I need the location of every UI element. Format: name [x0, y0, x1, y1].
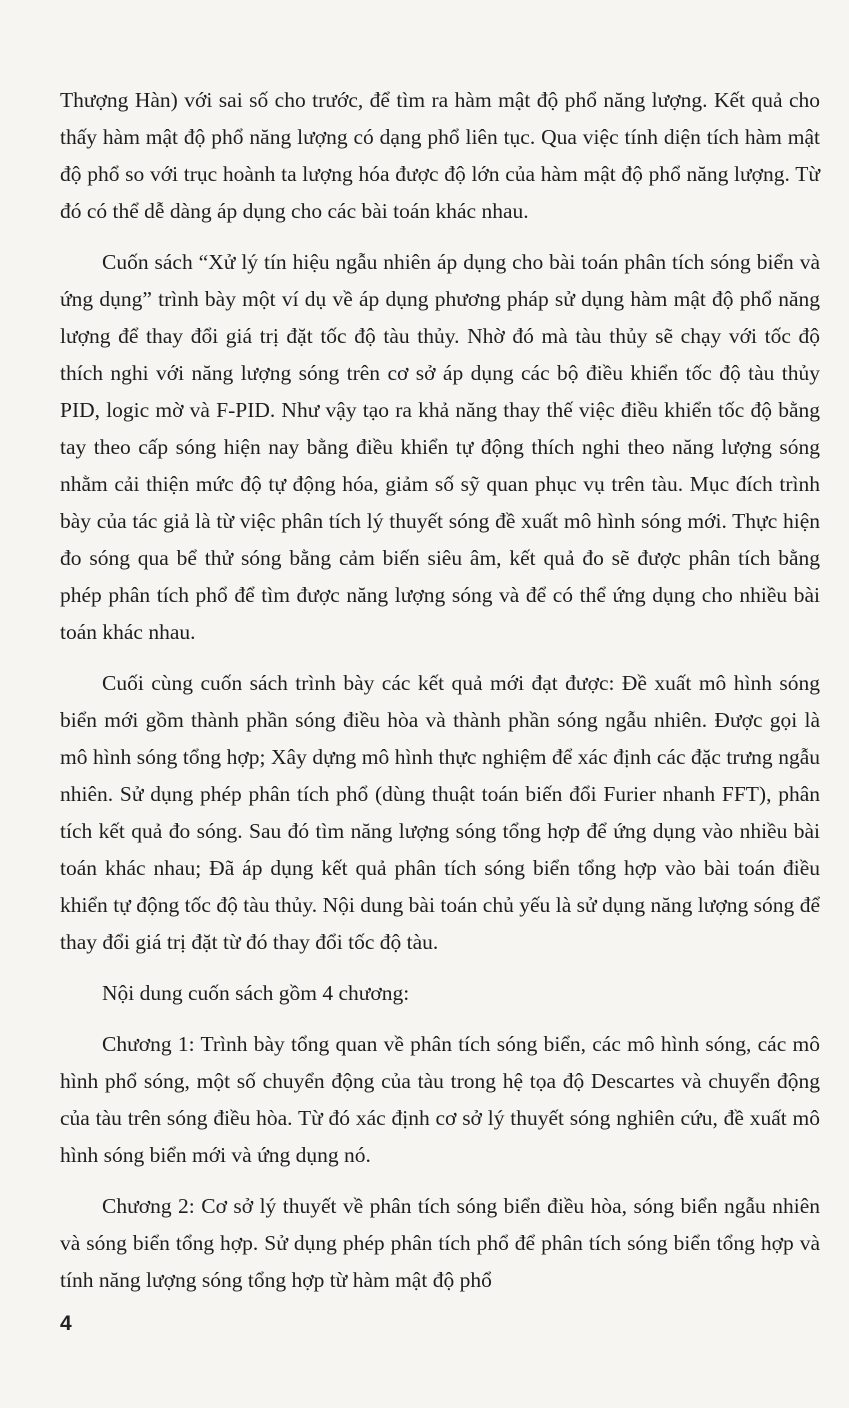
paragraph-book-description: Cuốn sách “Xử lý tín hiệu ngẫu nhiên áp dụng cho bài toán phân tích sóng biển và ứng dụng” trình bày một ví dụ về áp dụng phương pháp sử dụng hàm mật độ phổ năng lượng để thay đổi giá trị đặt tốc độ tàu thủy. Nhờ đó mà tàu thủy sẽ chạy với tốc độ thích nghi với năng lượng sóng trên cơ sở áp dụng các bộ điều khiển tốc độ tàu thủy PID, logic mờ và F-PID. Như vậy tạo ra khả năng thay thế việc điều khiển tốc độ bằng tay theo cấp sóng hiện nay bằng điều khiển tự động thích nghi theo năng lượng sóng nhằm cải thiện mức độ tự động hóa, giảm số sỹ quan phục vụ trên tàu. Mục đích trình bày của tác giả là từ việc phân tích lý thuyết sóng đề xuất mô hình sóng mới. Thực hiện đo sóng qua bể thử sóng bằng cảm biến siêu âm, kết quả đo sẽ được phân tích bằng phép phân tích phổ để tìm được năng lượng sóng và để có thể ứng dụng cho nhiều bài toán khác nhau.	[60, 250, 820, 644]
paragraph-continuation: Thượng Hàn) với sai số cho trước, để tìm ra hàm mật độ phổ năng lượng. Kết quả cho thấy hàm mật độ phổ năng lượng có dạng phổ liên tục. Qua việc tính diện tích hàm mật độ phổ so với trục hoành ta lượng hóa được độ lớn của hàm mật độ phổ năng lượng. Từ đó có thể dễ dàng áp dụng cho các bài toán khác nhau.	[60, 88, 820, 223]
paragraph-new-results: Cuối cùng cuốn sách trình bày các kết quả mới đạt được: Đề xuất mô hình sóng biển mới gồm thành phần sóng điều hòa và thành phần sóng ngẫu nhiên. Được gọi là mô hình sóng tổng hợp; Xây dựng mô hình thực nghiệm để xác định các đặc trưng ngẫu nhiên. Sử dụng phép phân tích phổ (dùng thuật toán biến đổi Furier nhanh FFT), phân tích kết quả đo sóng. Sau đó tìm năng lượng sóng tổng hợp để ứng dụng vào nhiều bài toán khác nhau; Đã áp dụng kết quả phân tích sóng biển tổng hợp vào bài toán điều khiển tự động tốc độ tàu thủy. Nội dung bài toán chủ yếu là sử dụng năng lượng sóng để thay đổi giá trị đặt từ đó thay đổi tốc độ tàu.	[60, 671, 820, 954]
paragraph-chapter-1: Chương 1: Trình bày tổng quan về phân tích sóng biển, các mô hình sóng, các mô hình phổ sóng, một số chuyển động của tàu trong hệ tọa độ Descartes và chuyển động của tàu trên sóng điều hòa. Từ đó xác định cơ sở lý thuyết sóng nghiên cứu, đề xuất mô hình sóng biển mới và ứng dụng nó.	[60, 1032, 820, 1167]
body-text	[60, 82, 820, 1313]
paragraph-contents-intro: Nội dung cuốn sách gồm 4 chương:	[102, 981, 410, 1005]
page-number: 4	[60, 1312, 72, 1335]
paragraph-chapter-2: Chương 2: Cơ sở lý thuyết về phân tích sóng biển điều hòa, sóng biển ngẫu nhiên và sóng biển tổng hợp. Sử dụng phép phân tích phổ để phân tích sóng biển tổng hợp và tính năng lượng sóng tổng hợp từ hàm mật độ phổ	[60, 1194, 820, 1292]
